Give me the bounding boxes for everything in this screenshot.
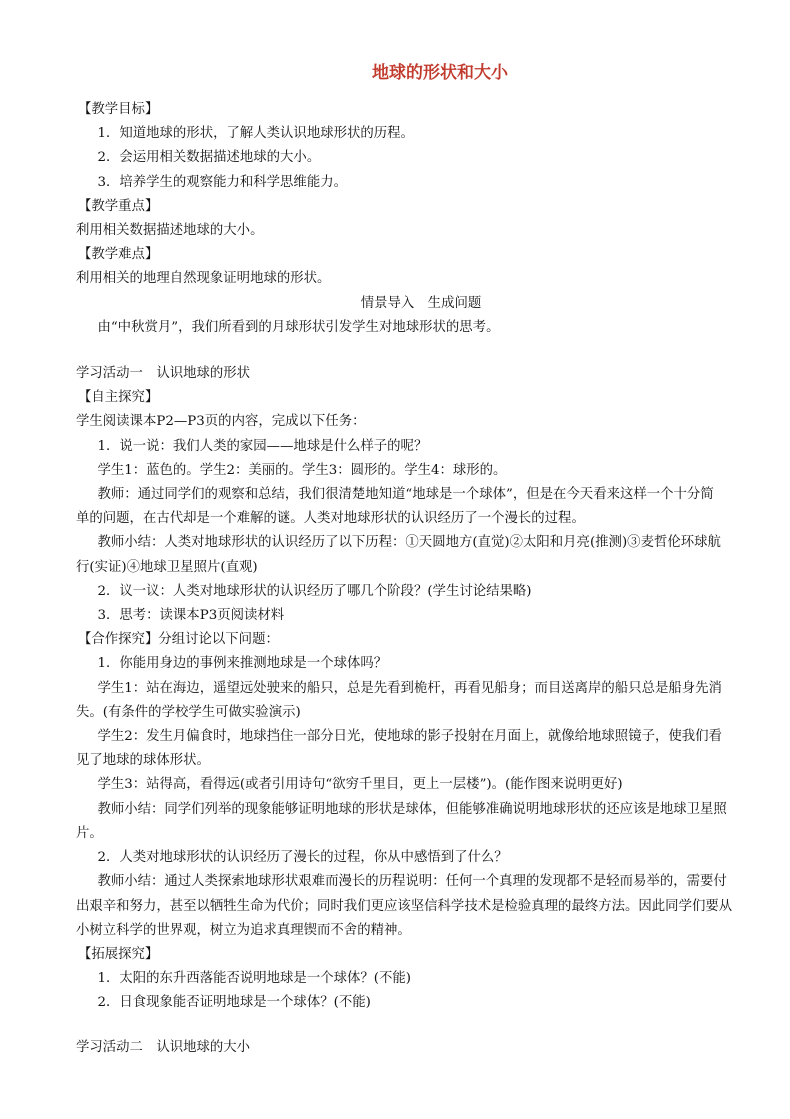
teacher-remark-line: 教师：通过同学们的观察和总结，我们很清楚地知道“地球是一个球体”，但是在今天看来这样一个十分简 — [97, 487, 714, 503]
activity2-title: 学习活动二 认识地球的大小 — [76, 1039, 251, 1055]
teacher-summary3-line: 教师小结：通过人类探索地球形状艰难而漫长的历程说明：任何一个真理的发现都不是轻而易举的，需要付 — [97, 874, 727, 890]
student2-line: 见了地球的球体形状。 — [76, 753, 210, 769]
question-3: 3．思考：读课本P3页阅读材料 — [97, 608, 285, 624]
student1-line: 学生1：站在海边，遥望远处驶来的船只，总是先看到桅杆，再看见船身；而目送离岸的船只总是船身先消 — [97, 680, 722, 696]
teacher-summary-line: 行(实证)④地球卫星照片(直观) — [76, 559, 258, 575]
teacher-summary3-line: 小树立科学的世界观，树立为追求真理锲而不舍的精神。 — [76, 922, 411, 938]
question-1: 1．说一说：我们人类的家园——地球是什么样子的呢？ — [97, 438, 428, 454]
self-explore-heading: 【自主探究】 — [78, 390, 159, 406]
extension-question-2: 2．日食现象能否证明地球是一个球体？(不能) — [97, 995, 371, 1011]
teacher-summary2-line: 教师小结：同学们列举的现象能够证明地球的形状是球体，但能够准确说明地球形状的还应该是地球卫星照 — [97, 801, 727, 817]
objective-item: 2．会运用相关数据描述地球的大小。 — [97, 150, 321, 166]
student2-line: 学生2：发生月偏食时，地球挡住一部分日光，使地球的影子投射在月面上，就像给地球照镜子，使我们看 — [97, 729, 722, 745]
intro-heading: 情景导入 生成问题 — [360, 295, 482, 311]
page-title: 地球的形状和大小 — [372, 63, 508, 83]
coop-heading: 【合作探究】分组讨论以下问题： — [78, 632, 279, 648]
key-point-heading: 【教学重点】 — [78, 198, 159, 214]
coop-question-2: 2．人类对地球形状的认识经历了漫长的过程，你从中感悟到了什么？ — [97, 850, 508, 866]
objective-item: 3．培养学生的观察能力和科学思维能力。 — [97, 174, 347, 190]
difficulty-heading: 【教学难点】 — [78, 247, 159, 263]
teacher-summary3-line: 出艰辛和努力，甚至以牺牲生命为代价；同时我们更应该坚信科学技术是检验真理的最终方法。因此同学们要从 — [76, 898, 733, 914]
difficulty-text: 利用相关的地理自然现象证明地球的形状。 — [76, 271, 331, 287]
objectives-heading: 【教学目标】 — [78, 102, 159, 117]
teacher-summary-line: 教师小结：人类对地球形状的认识经历了以下历程：①天圆地方(直觉)②太阳和月亮(推测)③麦哲伦环球航 — [97, 535, 721, 551]
student1-line: 失。(有条件的学校学生可做实验演示) — [76, 704, 301, 720]
student3-line: 学生3：站得高，看得远(或者引用诗句“欲穷千里目，更上一层楼”)。(能作图来说明更好) — [97, 777, 623, 793]
activity1-title: 学习活动一 认识地球的形状 — [76, 366, 251, 382]
teacher-remark-line: 单的问题，在古代却是一个难解的谜。人类对地球形状的认识经历了一个漫长的过程。 — [76, 511, 585, 527]
extension-heading: 【拓展探究】 — [78, 946, 159, 962]
student-answers: 学生1：蓝色的。学生2：美丽的。学生3：圆形的。学生4：球形的。 — [97, 462, 507, 478]
extension-question-1: 1．太阳的东升西落能否说明地球是一个球体？(不能) — [97, 971, 411, 987]
task-intro: 学生阅读课本P2—P3页的内容，完成以下任务： — [76, 414, 366, 430]
document-body — [76, 98, 733, 1060]
question-2: 2．议一议：人类对地球形状的认识经历了哪几个阶段？(学生讨论结果略) — [97, 583, 532, 599]
coop-question-1: 1．你能用身边的事例来推测地球是一个球体吗？ — [97, 656, 388, 672]
objective-item: 1．知道地球的形状，了解人类认识地球形状的历程。 — [97, 126, 414, 142]
intro-text: 由“中秋赏月”，我们所看到的月球形状引发学生对地球形状的思考。 — [97, 319, 500, 335]
teacher-summary2-line: 片。 — [76, 825, 103, 841]
key-point-text: 利用相关数据描述地球的大小。 — [76, 223, 264, 239]
